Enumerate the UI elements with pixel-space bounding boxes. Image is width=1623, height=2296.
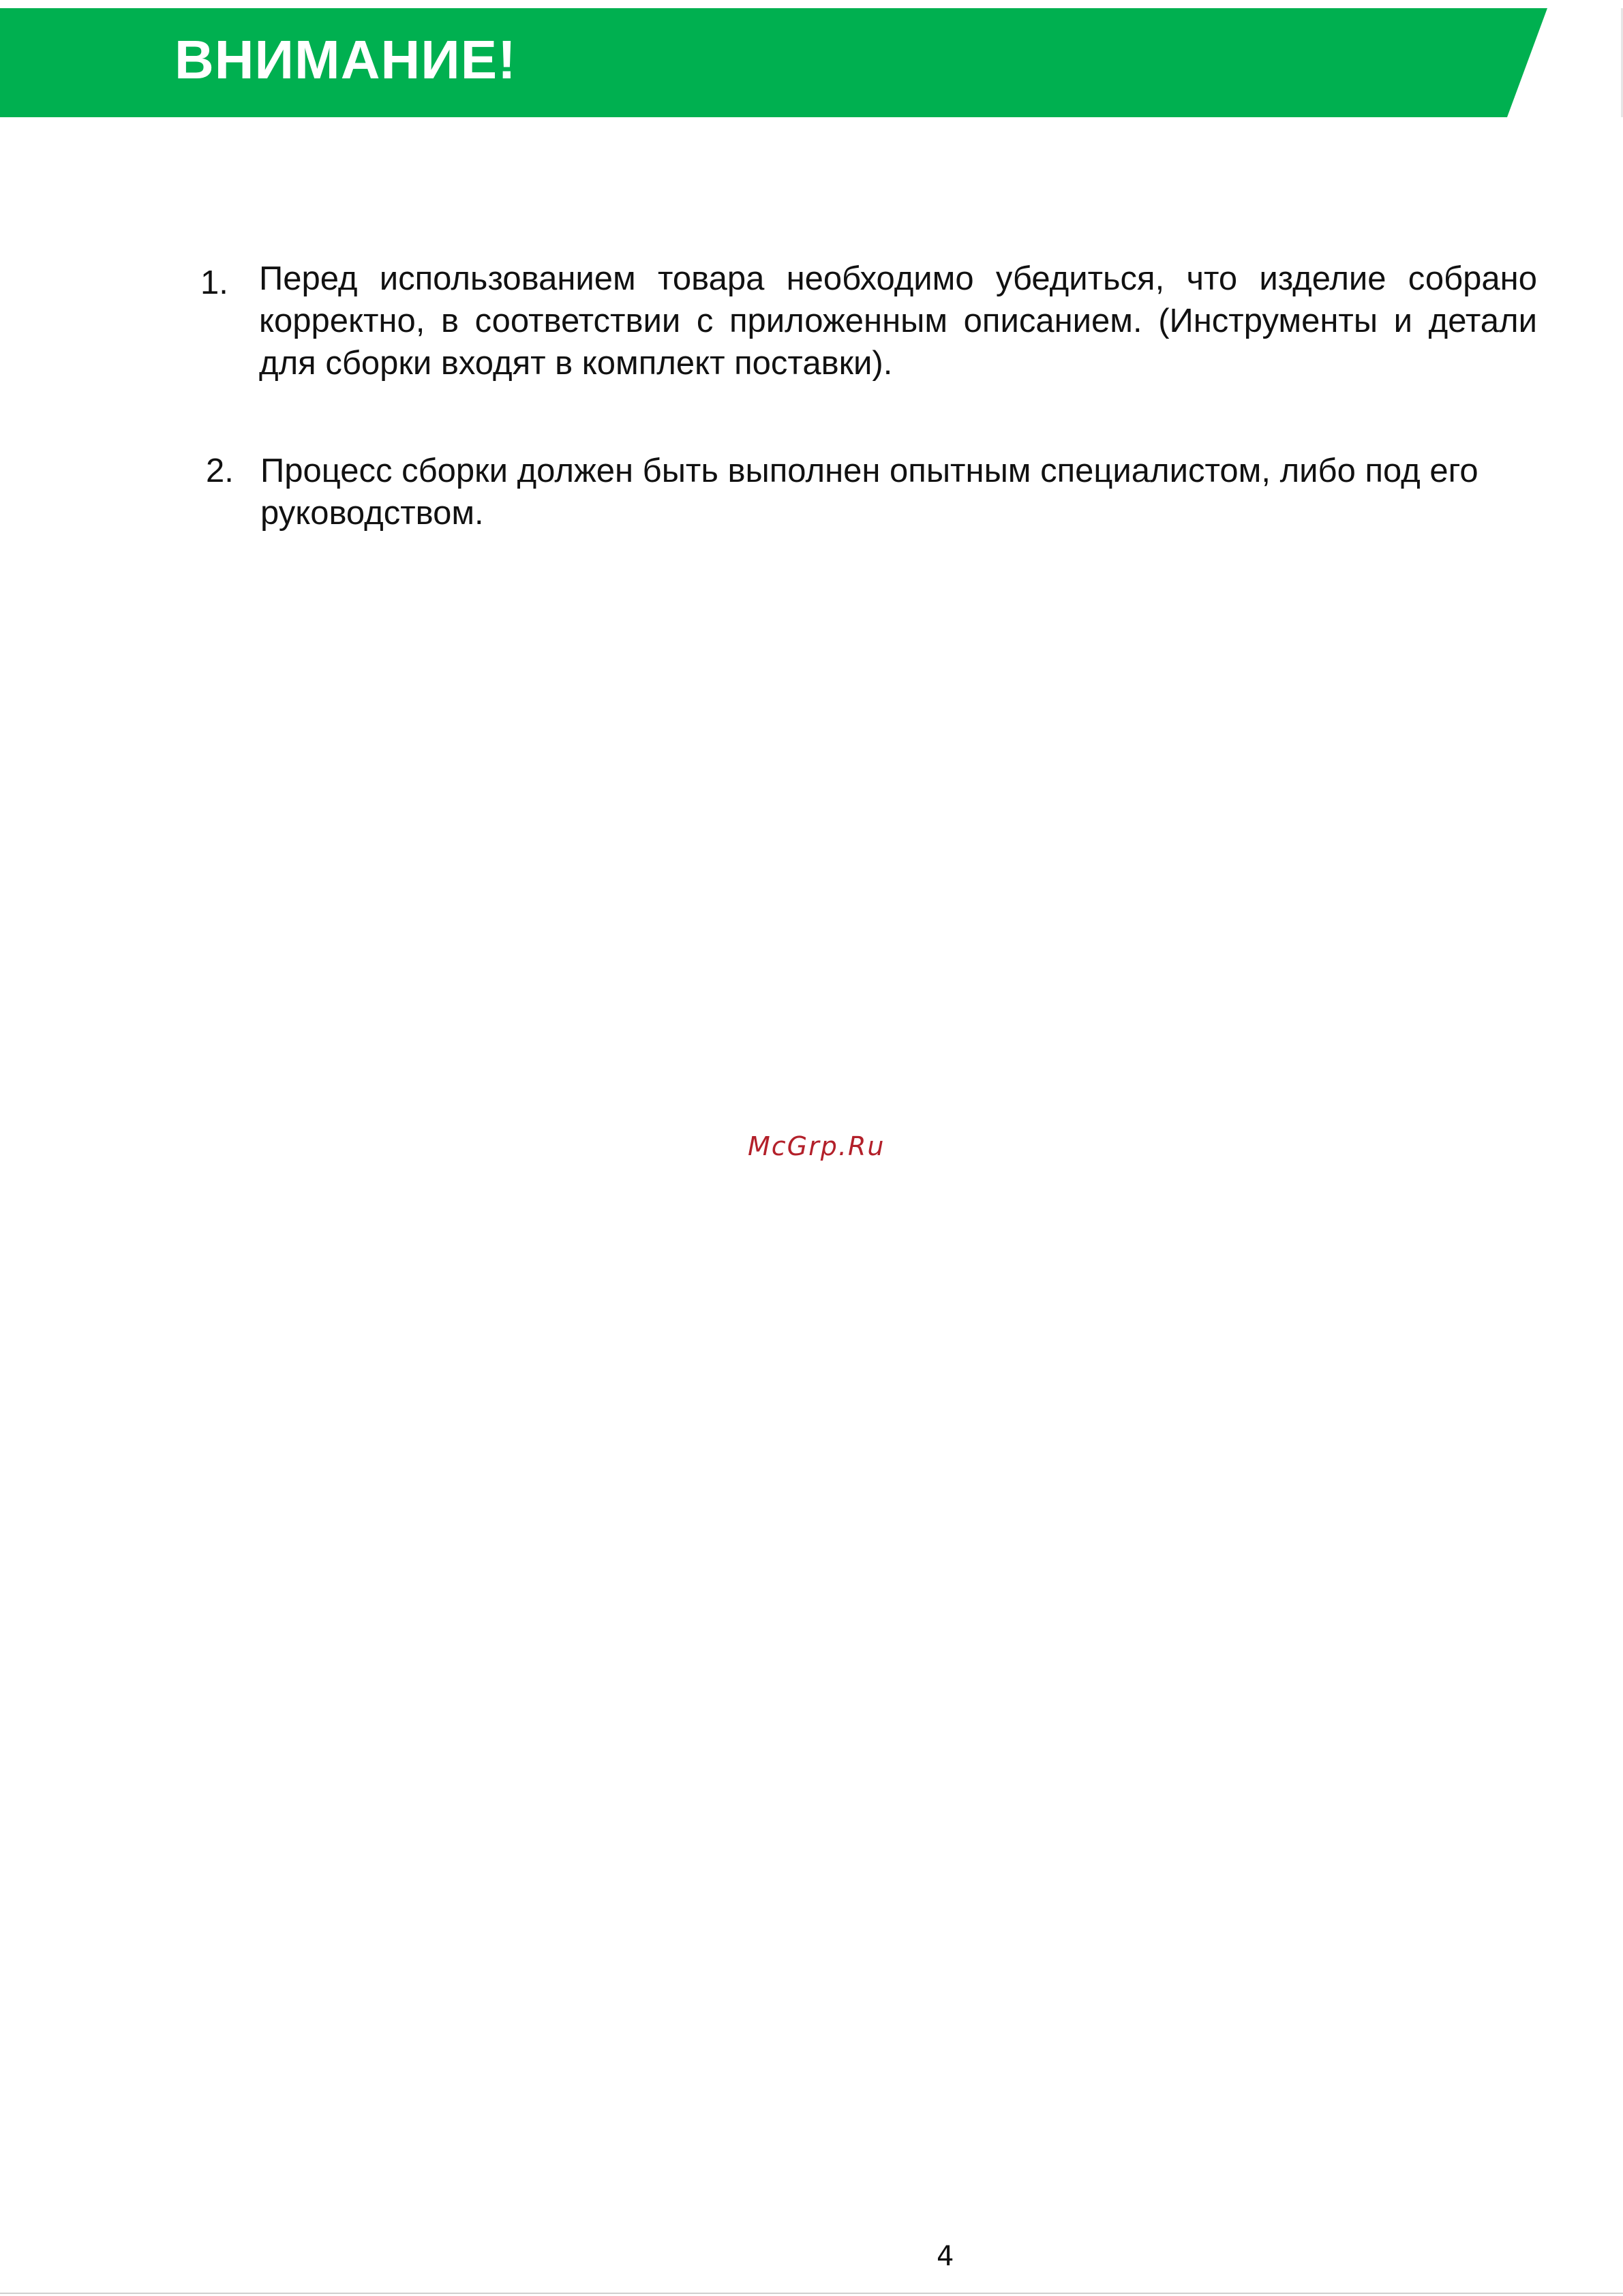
page-title: ВНИМАНИЕ! [175,29,517,90]
list-item-text: Перед использованием товара необходимо убедиться, что изделие собрано корректно, в соответствии с приложенным описанием. (Инструменты и детали для сборки входят в комплект поставки). [259,260,1537,382]
page-number: 4 [937,2241,954,2272]
list-item-number: 2. [206,453,234,489]
list-item-text: Процесс сборки должен быть выполнен опытным специалистом, либо под его руководством. [260,453,1478,532]
watermark: McGrp.Ru [748,1131,885,1161]
list-item-number: 1. [200,264,228,301]
bottom-divider [0,2293,1623,2294]
